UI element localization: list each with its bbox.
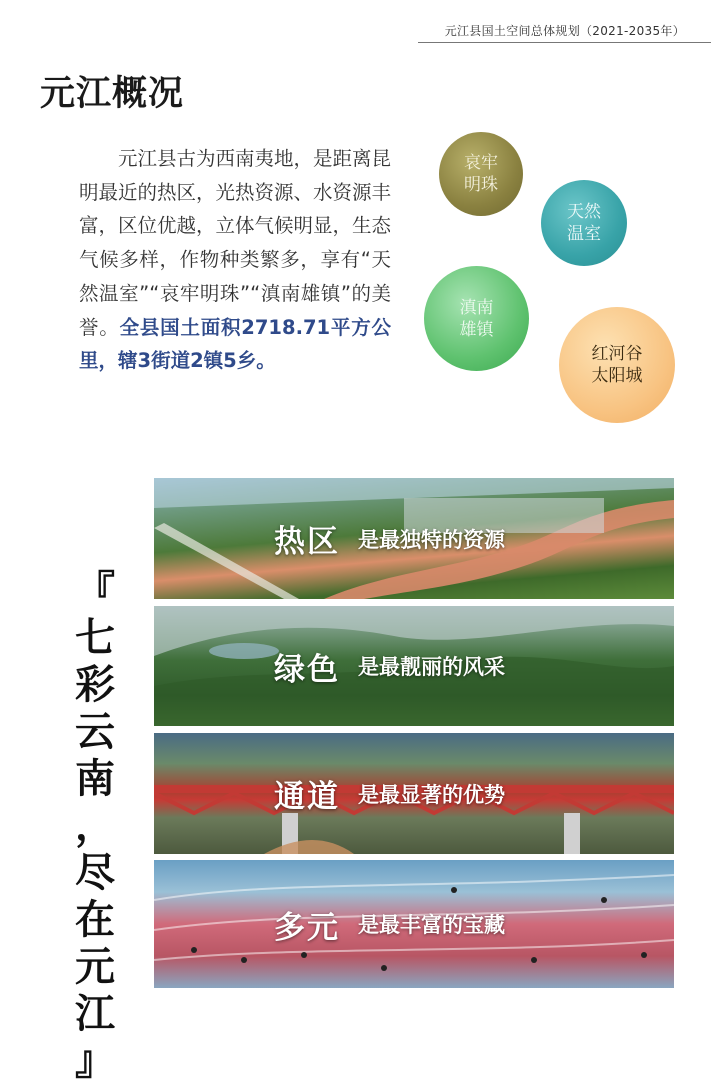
page-header: [0, 0, 711, 48]
calligraphy-char: 在: [75, 896, 115, 943]
badge-natural-greenhouse: [541, 180, 627, 266]
calligraphy-char: 云: [75, 708, 115, 755]
header-rule: [418, 42, 711, 43]
calligraphy-char: 尽: [75, 849, 115, 896]
badge-line: 红河谷: [591, 344, 643, 364]
banner-caption: [274, 860, 674, 988]
page-title: 元江概况: [40, 74, 185, 114]
intro-highlight: 全县国土面积2718.71平方公里，辖3街道2镇5乡。: [79, 315, 391, 373]
calligraphy-slogan: [70, 567, 120, 1084]
calligraphy-char: 『: [75, 567, 115, 614]
calligraphy-char: 』: [75, 1037, 115, 1084]
badge-sun-city: [559, 307, 675, 423]
banner-slogan: 是最靓丽的风采: [358, 655, 505, 679]
calligraphy-char: 南: [75, 755, 115, 802]
banner-keyword: 绿色: [274, 651, 340, 688]
banner-slogan: 是最独特的资源: [358, 527, 505, 552]
badge-diannan-town: [424, 266, 529, 371]
calligraphy-char: 江: [75, 990, 115, 1037]
banner-slogan: 是最显著的优势: [358, 782, 505, 807]
calligraphy-char: 七: [75, 614, 115, 661]
badge-line: 天然: [567, 202, 601, 222]
badge-ailao-pearl: [439, 132, 523, 216]
banner-slogan: 是最丰富的宝藏: [358, 913, 505, 937]
banner-caption: [274, 478, 674, 599]
calligraphy-char: 彩: [75, 661, 115, 708]
banner-caption: [274, 606, 674, 726]
calligraphy-char: ，: [75, 802, 115, 849]
banner-corridor: [154, 733, 674, 854]
badge-line: 明珠: [464, 175, 498, 195]
banner-keyword: 多元: [274, 909, 340, 946]
document-title: 元江县国土空间总体规划（2021-2035年）: [444, 24, 685, 38]
badge-line: 温室: [567, 224, 601, 244]
badge-line: 雄镇: [459, 319, 494, 340]
calligraphy-char: 元: [75, 943, 115, 990]
banner-hot-zone: [154, 478, 674, 599]
banner-green: [154, 606, 674, 726]
badge-line: 哀牢: [464, 153, 498, 173]
intro-body: 元江县古为西南夷地，是距离昆明最近的热区，光热资源、水资源丰富，区位优越，立体气候明显，生态气候多样，作物种类繁多，享有“天然温室”“哀牢明珠”“滇南雄镇”的美誉。: [79, 147, 392, 339]
banner-keyword: 热区: [274, 524, 340, 560]
banner-keyword: 通道: [274, 779, 340, 815]
badge-line: 太阳城: [591, 366, 643, 386]
badge-line: 滇南: [459, 297, 494, 318]
intro-paragraph: [79, 142, 391, 378]
banner-diversity: [154, 860, 674, 988]
banner-caption: [274, 733, 674, 854]
